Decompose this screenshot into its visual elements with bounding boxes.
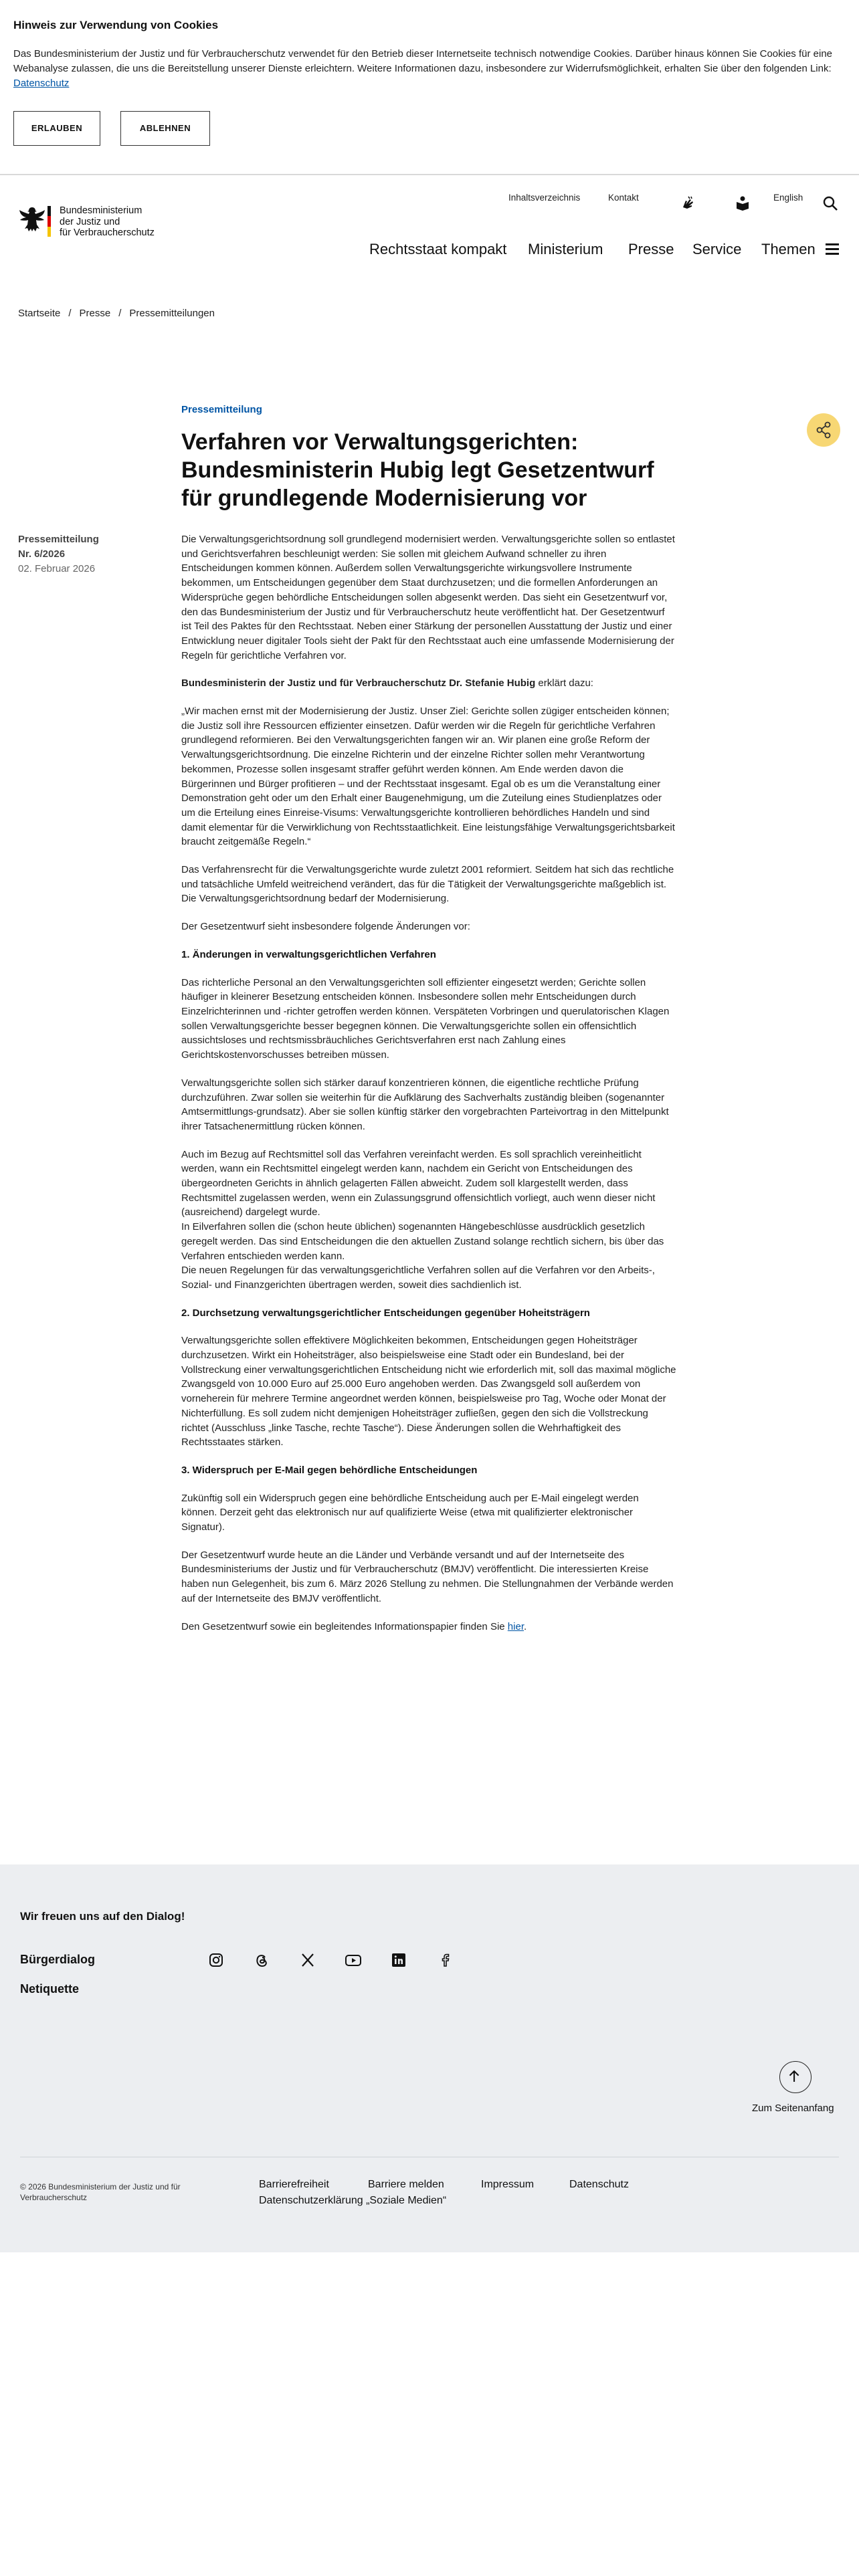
menu-icon[interactable] [826,243,839,254]
cookie-privacy-link[interactable]: Datenschutz [13,78,70,89]
logo-line-1: Bundesministerium [60,205,142,216]
cookie-title: Hinweis zur Verwendung von Cookies [13,19,219,31]
threads-icon[interactable] [253,1951,270,1969]
sign-language-icon[interactable] [679,194,696,211]
paragraph-section1-c [181,1148,676,1293]
impressum-link[interactable]: Impressum [481,2179,535,2190]
buergerdialog-link[interactable]: Bürgerdialog [20,1953,96,1966]
footer [0,1864,859,2252]
section-heading-2: 2. Durchsetzung verwaltungsgerichtlicher Entscheidungen gegenüber Hoheitsträgern [181,1307,590,1319]
logo-line-2: der Justiz und [60,216,120,227]
datenschutz-link[interactable]: Datenschutz [569,2179,629,2190]
breadcrumb [18,308,215,319]
cookie-banner [0,0,859,175]
meta-number: Nr. 6/2026 [18,548,66,560]
breadcrumb-pressemitteilungen[interactable]: Pressemitteilungen [129,308,215,319]
search-icon[interactable] [822,195,838,211]
german-flag-bar [47,206,51,237]
barrierefreiheit-link[interactable]: Barrierefreiheit [259,2179,329,2190]
breadcrumb-separator: / [68,308,72,319]
cookie-allow-button[interactable]: ERLAUBEN [13,111,100,146]
english-link[interactable]: English [773,193,803,203]
paragraph-eilverfahren: In Eilverfahren sollen die (schon heute üblichen) sogenannten Hängebeschlüsse ausdrücklich gesetzlich geregelt werden. Das sind Entscheidungen die den aktuellen Zustand solange rechtlich sichern, bis über das Verfahren entschieden werden kann. [181,1221,664,1262]
quote: „Wir machen ernst mit der Modernisierung der Justiz. Unser Ziel: Gerichte sollen zügiger entscheiden können; die Justiz soll ihre Ressourcen effizienter einsetzen. Dafür werden wir die Regeln für gerichtliche Verfahren grundlegend reformieren. Bei den Verwaltungsgerichten fangen wir an. Wir planen eine große Reform der Verwaltungsgerichtsordnung. Die einzelne Richterin und der einzelne Richter sollen mehr Verantwortung bekommen, Prozesse sollen insgesamt straffer geführt werden können. Am Ende werden davon die Bürgerinnen und Bürger profitieren – und der Rechtsstaat insgesamt. Egal ob es um die Veranstaltung einer Demonstration geht oder um den Erhalt einer Baugenehmigung, um die Zuteilung eines Studienplatzes oder um die Erteilung eines Einreise-Visums: Verwaltungsgerichte kontrollieren behördliches Handeln und sind damit elementar für die Verwirklichung von Rechtsstaatlichkeit. Eine leistungsfähige Verwaltungsgerichtsbarkeit braucht zeitgemäße Regeln.“ [181,706,675,848]
meta-type: Pressemitteilung [18,534,99,545]
cookie-deny-button[interactable]: ABLEHNEN [120,111,210,146]
paragraph-background: Das Verfahrensrecht für die Verwaltungsgerichte wurde zuletzt 2001 reformiert. Seitdem hat sich das rechtliche und tatsächliche Umfeld weitreichend verändert, das für die Tätigkeit der Verwaltungsgerichte maßgeblich ist. Die Verwaltungsgerichtsordnung bedarf der Modernisierung. [181,864,674,905]
footer-dialog-heading: Wir freuen uns auf den Dialog! [20,1910,185,1923]
nav-service[interactable]: Service [692,241,742,257]
breadcrumb-home[interactable]: Startseite [18,308,61,319]
download-period: . [523,1620,527,1632]
x-icon[interactable] [299,1951,316,1969]
paragraph-consultation: Der Gesetzentwurf wurde heute an die Länder und Verbände versandt und auf der Internetseite des Bundesministeriums der Justiz und für Verbraucherschutz (BMJV) veröffentlicht. Die interessierten Kreise haben nun Gelegenheit, bis zum 6. März 2026 Stellung zu nehmen. Die Stellungnahmen der Verbände werden auf der Internetseite des BMJV veröffentlicht. [181,1549,674,1604]
article-kicker: Pressemitteilung [181,404,262,415]
barriere-melden-link[interactable]: Barriere melden [368,2179,444,2190]
minister-name: Bundesministerin der Justiz und für Verbraucherschutz Dr. Stefanie Hubig [181,677,536,689]
breadcrumb-presse[interactable]: Presse [79,308,111,319]
cookie-text [13,47,836,91]
share-button[interactable] [807,413,840,447]
page-title: Verfahren vor Verwaltungsgerichten: Bundesministerin Hubig legt Gesetzentwurf für grundlegende Modernisierung vor [181,429,654,511]
paragraph-section1-a: Das richterliche Personal an den Verwaltungsgerichten soll effizienter eingesetzt werden; Gerichte sollen häufiger in kleinerer Besetzung entscheiden können. Insbesondere sollen mehr Entscheidungen durch Einzelrichterinnen und -richter getroffen werden können. Verspäteten Vorbringen und querulatorischen Klagen sollen Verwaltungsgerichte besser begegnen können. Die Verwaltungsgerichte sollen ein offensichtlich aussichtsloses und rechtsmissbräuchliches Gerichtsverfahren erst nach Zahlung eines Gerichtskostenvorschusses betreiben müssen. [181,976,670,1061]
contact-link[interactable]: Kontakt [608,193,639,203]
article-meta [18,532,152,576]
back-to-top-button[interactable] [779,2061,812,2093]
easy-language-icon[interactable] [734,194,751,211]
instagram-icon[interactable] [207,1951,225,1969]
paragraph-rechtsmittel: Auch im Bezug auf Rechtsmittel soll das Verfahren vereinfacht werden. Es soll sprachlich vereinheitlicht werden, wann ein Rechtsmittel eingelegt werden kann, nachdem ein Gericht von Entscheidungen des übergeordneten Gerichts in ähnlich gelagerten Fällen abweicht. Zudem soll klargestellt werden, dass Rechtsmittel zugelassen werden, wenn ein Zulassungsgrund offensichtlich vorliegt, auch wenn dieser nicht (ausreichend) dargelegt wurde. [181,1148,656,1218]
index-link[interactable]: Inhaltsverzeichnis [508,193,581,203]
ministry-logo[interactable] [18,205,172,245]
breadcrumb-separator: / [118,308,122,319]
nav-ministerium[interactable]: Ministerium [528,241,603,257]
share-icon [807,413,840,447]
arrow-up-icon [780,2062,810,2092]
logo-line-3: für Verbraucherschutz [60,227,155,238]
nav-themen[interactable]: Themen [761,241,816,257]
logo-text [60,205,155,239]
copyright: © 2026 Bundesministerium der Justiz und für Verbraucherschutz [20,2182,181,2202]
paragraph-section3: Zukünftig soll ein Widerspruch gegen eine behördliche Entscheidung auch per E-Mail eingelegt werden können. Derzeit geht das elektronisch nur auf qualifizierte Weise (etwa mit qualifizierter elektronischer Signatur). [181,1492,639,1533]
paragraph-intro: Die Verwaltungsgerichtsordnung soll grundlegend modernisiert werden. Verwaltungsgerichte sollen so entlastet und Gerichtsverfahren beschleunigt werden: Sie sollen mit gleichem Aufwand schneller zu ihren Entscheidungen kommen können. Außerdem sollen Verwaltungsgerichte wirkungsvollere Instrumente bekommen, um Entscheidungen gegenüber dem Staat durchzusetzen; und die formellen Anforderungen an Widersprüche gegen behördliche Entscheidungen sollen abgesenkt werden. Das sieht ein Gesetzentwurf vor, den das Bundesministerium der Justiz und für Verbraucherschutz heute veröffentlicht hat. Der Gesetzentwurf ist Teil des Paktes für den Rechtsstaat. Neben einer Stärkung der personellen Ausstattung der Justiz und einer Entwicklung neuer digitaler Tools sieht der Pakt für den Rechtsstaat auch eine umfassende Modernisierung der Regeln für gerichtliche Verfahren vor. [181,534,675,661]
nav-rechtsstaat-kompakt[interactable]: Rechtsstaat kompakt [369,241,507,257]
paragraph-uebertragung: Die neuen Regelungen für das verwaltungsgerichtliche Verfahren sollen auf die Verfahren vor den Arbeits-, Sozial- und Finanzgerichten übertragen werden, soweit dies sachdienlich ist. [181,1265,655,1291]
youtube-icon[interactable] [345,1951,362,1969]
linkedin-icon[interactable] [390,1951,407,1969]
paragraph-section2: Verwaltungsgerichte sollen effektivere Möglichkeiten bekommen, Entscheidungen gegen Hoheitsträger durchzusetzen. Wirkt ein Hoheitsträger, also beispielsweise eine Stadt oder ein Bundesland, bei der Vollstreckung einer verwaltungsgerichtlichen Entscheidung nicht wie erforderlich mit, soll das maximal mögliche Zwangsgeld von 10.000 Euro auf 25.000 Euro angehoben werden. Das Zwangsgeld soll außerdem von vorneherein für mehrere Termine angeordnet werden können, beispielsweise pro Tag, Woche oder Monat der Nichterfüllung. Es soll zudem nicht demjenigen Hoheitsträger zufließen, gegen den sich die Vollstreckung richtet (Ausschluss „linke Tasche, rechte Tasche“). Diese Änderungen sollen die Wehrhaftigkeit des Rechtsstaates stärken. [181,1335,676,1448]
paragraph-changes-intro: Der Gesetzentwurf sieht insbesondere folgende Änderungen vor: [181,921,470,933]
cookie-text-body: Das Bundesministerium der Justiz und für Verbraucherschutz verwendet für den Betrieb dieser Internetseite technisch notwendige Cookies. Darüber hinaus können Sie Cookies für eine Webanalyse zulassen, die uns die Bereitstellung unserer Dienste erleichtern. Weitere Informationen dazu, insbesondere zur Widerrufsmöglichkeit, erhalten Sie über den folgenden Link: [13,48,833,74]
social-media-privacy-link[interactable]: Datenschutzerklärung „Soziale Medien“ [259,2195,447,2206]
paragraph-download [181,1620,676,1634]
netiquette-link[interactable]: Netiquette [20,1982,80,1996]
section-heading-1: 1. Änderungen in verwaltungsgerichtlichen Verfahren [181,948,436,960]
back-to-top-label[interactable]: Zum Seitenanfang [752,2103,834,2114]
section-heading-3: 3. Widerspruch per E-Mail gegen behördliche Entscheidungen [181,1464,478,1476]
paragraph-statement-intro [181,676,676,691]
statement-intro-rest: erklärt dazu: [535,677,593,689]
nav-presse[interactable]: Presse [628,241,674,257]
paragraph-section1-b: Verwaltungsgerichte sollen sich stärker darauf konzentrieren können, die eigentliche rechtliche Prüfung durchzuführen. Zwar sollen sie weiterhin für die Aufklärung des Sachverhalts zuständig bleiben (sogenannter Amtsermittlungs-grundsatz). Aber sie sollen künftig stärker den vorgebrachten Parteivortrag in den Mittelpunkt ihrer Tatsachenermittlung rücken können. [181,1077,669,1132]
download-text: Den Gesetzentwurf sowie ein begleitendes Informationspapier finden Sie [181,1620,508,1632]
facebook-icon[interactable] [436,1951,454,1969]
article-body [181,532,676,1647]
download-link[interactable]: hier [507,1620,524,1632]
meta-date: 02. Februar 2026 [18,563,96,574]
federal-eagle-icon [18,205,46,235]
